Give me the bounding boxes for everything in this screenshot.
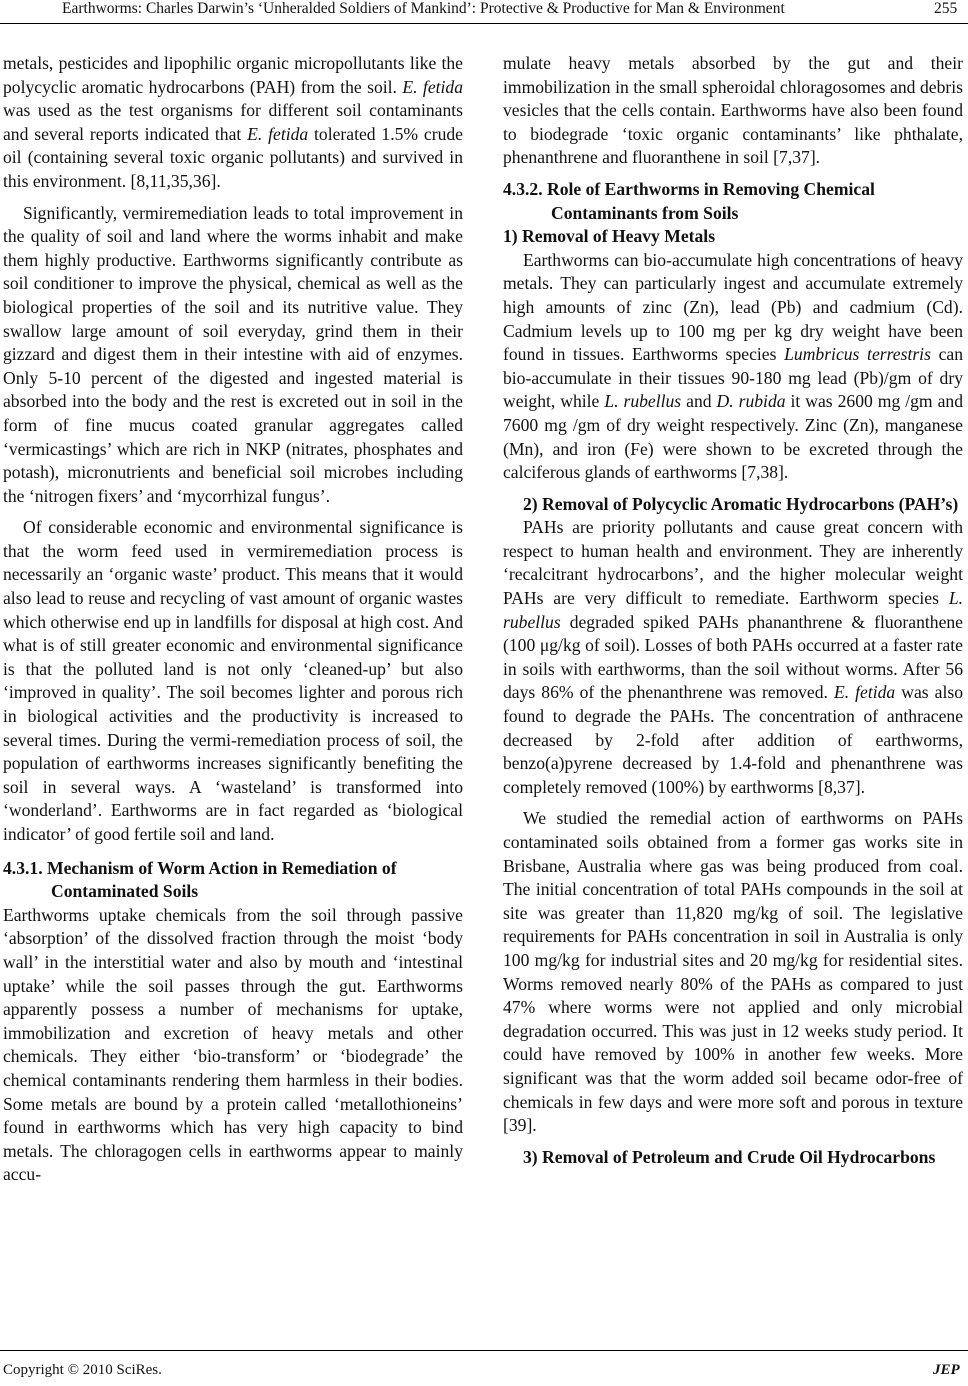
paragraph-economic-significance: Of considerable economic and environmental significance is that the worm feed used in vermiremediation process is necessarily an ‘organic waste’ product. This means that it would also lead to reuse and recycling of vast amount of organic wastes which otherwise end up in landfills for disposal at high cost. And what is of still greater economic and environmental significance is that the polluted land is not only ‘cleaned-up’ but also ‘improved in quality’. The soil becomes lighter and porous rich in biological activities and the productivity is increased to several times. During the vermi-remediation process of soil, the population of earthworms increases significantly benefiting the soil in several ways. A ‘wasteland’ is transformed into ‘wonderland’. Earthworms are in fact regarded as ‘biological indicator’ of good fertile soil and land.: [3, 517, 463, 844]
species-name: E. fetida: [402, 76, 463, 97]
text-run: was used as the test organisms for different soil contaminants and several reports indicated that: [3, 100, 463, 144]
running-header: [0, 0, 968, 30]
paragraph-vermiremediation: Significantly, vermiremediation leads to total improvement in the quality of soil and land where the worms inhabit and make them highly productive. Earthworms significantly contribute as soil conditioner to improve the physical, chemical as well as the biological properties of the soil and its nutritive value. They swallow large amount of soil everyday, grind them in their gizzard and digest them in their intestine with aid of enzymes. Only 5-10 percent of the digested and ingested material is absorbed into the body and the rest is excreted out in soil in the form of fine mucus coated granular aggregates called ‘vermicastings’ which are rich in NKP (nitrates, phosphates and potash), micronutrients and beneficial soil microbes including the ‘nitrogen fixers’ and ‘mycorrhizal fungus’.: [3, 202, 463, 506]
paragraph-brisbane-study: We studied the remedial action of earthworms on PAHs contaminated soils obtained from a former gas works site in Brisbane, Australia where gas was being produced from coal. The initial concentration of total PAHs compounds in the soil at site was greater than 11,820 mg/kg of soil. The legislative requirements for PAHs concentration in soil in Australia is only 100 mg/kg for industrial sites and 20 mg/kg for residential sites. Worms removed nearly 80% of the PAHs as compared to just 47% where worms were not applied and only microbial degradation occurred. This was just in 12 weeks study period. It could have removed by 100% in another few weeks. More significant was that the worm added soil became odor-free of chemicals in few days and were more soft and porous in texture [39].: [503, 808, 963, 1136]
subheading-heavy-metals: 1) Removal of Heavy Metals: [503, 226, 716, 247]
subheading-petroleum: 3) Removal of Petroleum and Crude Oil Hydrocarbons: [523, 1146, 936, 1167]
section-heading-4-3-2: [503, 178, 963, 225]
text-run: tolerated 1.5% crude oil (containing several toxic organic pollutants) and survived in this environment. [8,11,35,36].: [3, 123, 463, 191]
right-column: [503, 52, 963, 1169]
journal-abbreviation: JEP: [933, 1362, 960, 1378]
copyright-notice: Copyright © 2010 SciRes.: [3, 1362, 162, 1378]
text-run: PAHs are priority pollutants and cause great concern with respect to human health and environment. They are inherently ‘recalcitrant hydrocarbons’, and the higher molecular weight PAHs are very difficult to remediate. Earthworm species: [503, 517, 963, 609]
species-name: Lumbricus terrestris: [784, 344, 931, 365]
species-name: E. fetida: [833, 682, 896, 703]
heading-line: 4.3.2. Role of Earthworms in Removing Chemical: [503, 178, 875, 199]
text-run: degraded spiked PAHs phananthrene & fluoranthene (100 μg/kg of soil). Losses of both PAHs occurred at a faster rate in soils with earthworms, than the soil without worms. After 56 days 86% of the phenanthrene was removed.: [503, 611, 963, 703]
page-number: 255: [934, 0, 958, 17]
species-name: L. rubellus: [503, 588, 963, 632]
text-run: metals, pesticides and lipophilic organic micropollutants like the polycyclic aromatic hydrocarbons (PAH) from the soil.: [3, 53, 463, 97]
running-title: Earthworms: Charles Darwin’s ‘Unheralded Soldiers of Mankind’: Protective & Productive for Man & Environment: [62, 0, 785, 17]
left-column: [3, 52, 463, 1195]
species-name: D. rubida: [716, 391, 786, 412]
text-run: it was 2600 mg /gm and 7600 mg /gm of dry weight respectively. Zinc (Zn), manganese (Mn), and iron (Fe) were shown to be excreted through the calciferous glands of earthworms [7,38].: [503, 391, 963, 483]
text-run: Earthworms can bio-accumulate high concentrations of heavy metals. They can particularly ingest and accumulate extremely high amounts of zinc (Zn), lead (Pb) and cadmium (Cd). Cadmium levels up to 100 mg per kg dry weight have been found in tissues. Earthworms species: [503, 249, 963, 365]
footer-rule: [0, 1350, 968, 1351]
paragraph-mechanism: Earthworms uptake chemicals from the soil through passive ‘absorption’ of the dissolved fraction through the moist ‘body wall’ in the interstitial water and also by mouth and ‘intestinal uptake’ while the soil passes through the gut. Earthworms apparently possess a number of mechanisms for uptake, immobilization and excretion of heavy metals and other chemicals. They either ‘bio-transform’ or ‘biodegrade’ the chemical contaminants rendering them harmless in their bodies. Some metals are bound by a protein called ‘metallothioneins’ found in earthworms which has very high capacity to bind metals. The chloragogen cells in earthworms appear to mainly accu-: [3, 904, 463, 1185]
heading-line: Contaminants from Soils: [551, 202, 739, 223]
header-rule: [0, 23, 968, 24]
subheading-pah: 2) Removal of Polycyclic Aromatic Hydrocarbons (PAH’s): [523, 493, 959, 514]
paragraph-continued: mulate heavy metals absorbed by the gut and their immobilization in the small spheroidal chloragosomes and debris vesicles that the cells contain. Earthworms have also been found to biodegrade ‘toxic organic contaminants’ like phthalate, phenanthrene and fluoranthene in soil [7,37].: [503, 53, 963, 168]
paragraph-heavy-metals: [503, 249, 963, 485]
text-run: was also found to degrade the PAHs. The concentration of anthracene decreased by 2-fold after addition of earthworms, benzo(a)pyrene decreased by 1.4-fold and phenanthrene was completely removed (100%) by earthworms [8,37].: [503, 682, 963, 797]
paragraph-continued: [3, 52, 463, 194]
paragraph-pah: [503, 516, 963, 799]
heading-line: 4.3.1. Mechanism of Worm Action in Remediation of: [3, 857, 397, 878]
section-heading-4-3-1: [3, 857, 463, 904]
text-run: can bio-accumulate in their tissues 90-180 mg lead (Pb)/gm of dry weight, while: [503, 344, 963, 412]
species-name: E. fetida: [247, 123, 309, 144]
species-name: L. rubellus: [604, 391, 682, 412]
heading-line: Contaminated Soils: [51, 881, 199, 902]
text-run: and: [681, 391, 717, 412]
